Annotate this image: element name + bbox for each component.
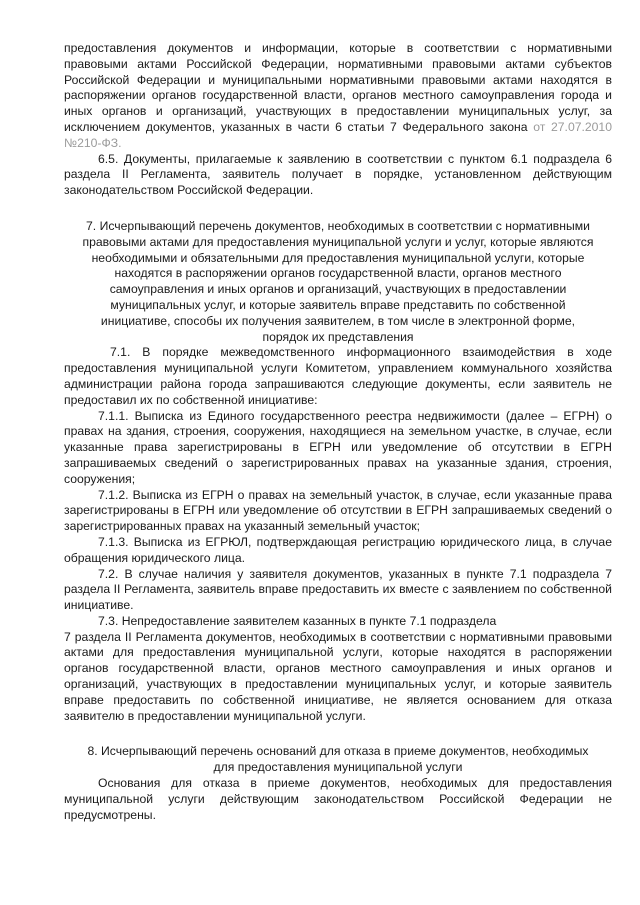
paragraph-7-2: 7.2. В случае наличия у заявителя документов, указанных в пункте 7.1 подраздела 7 раздела II Регламента, заявитель вправе предоставить их вместе с заявлением по собственной инициативе.	[64, 566, 612, 613]
paragraph-text: предоставления документов и информации, которые в соответствии с нормативными правовыми актами Российской Федерации, нормативными правовыми актами субъектов Российской Федерации и муниципальными нормативными правовыми актами находятся в распоряжении органов государственной власти, органов местного самоуправления города и иных органов и организаций, участвующих в предоставлении муниципальных услуг, за исключением документов, указанных в части 6 статьи 7 Федерального закона	[64, 41, 612, 134]
paragraph-7-1: 7.1. В порядке межведомственного информационного взаимодействия в ходе предоставления муниципальной услуги Комитетом, управлением коммунального хозяйства администрации района города запрашиваются следующие документы, если заявитель не предоставил их по собственной инициативе:	[64, 345, 612, 407]
paragraph-7-1-1: 7.1.1. Выписка из Единого государственного реестра недвижимости (далее – ЕГРН) о правах на здания, строения, сооружения, находящиеся на земельном участке, в случае, если указанные права зарегистрированы в ЕГРН или уведомление об отсутствии в ЕГРН запрашиваемых сведений о зарегистрированных правах на указанные здания, строения, сооружения;	[64, 408, 612, 486]
paragraph-7-3-body: 7 раздела II Регламента документов, необходимых в соответствии с нормативными правовыми актами для предоставления муниципальной услуги, которые находятся в распоряжении органов государственной власти, органов местного самоуправления и иных органов и организаций, участвующих в предоставлении муниципальных услуг, и которые заявитель вправе предоставить по собственной инициативе, не является основанием для отказа заявителю в предоставлении муниципальной услуги.	[64, 629, 612, 723]
document-body	[64, 41, 612, 823]
paragraph-7-1-3: 7.1.3. Выписка из ЕГРЮЛ, подтверждающая регистрацию юридического лица, в случае обращения юридического лица.	[64, 534, 612, 565]
section-heading-8: 8. Исчерпывающий перечень оснований для отказа в приеме документов, необходимых для предоставления муниципальной услуги	[87, 744, 589, 775]
paragraph-7-1-2: 7.1.2. Выписка из ЕГРН о правах на земельный участок, в случае, если указанные права зарегистрированы в ЕГРН или уведомление об отсутствии в ЕГРН запрашиваемых сведений о зарегистрированных правах на указанный земельный участок;	[64, 487, 612, 534]
law-reference-date: от 27.07.2010 №210-ФЗ.	[64, 119, 612, 150]
section-heading-7: 7. Исчерпывающий перечень документов, необходимых в соответствии с нормативными правовыми актами для предоставления муниципальной услуги и услуг, которые являются необходимыми и обязательными для предоставления муниципальной услуги, которые находятся в распоряжении органов государственной власти, органов местного самоуправления и иных органов и организаций, участвующих в предоставлении муниципальных услуг, и которые заявитель вправе представить по собственной инициативе, способы их получения заявителем, в том числе в электронной форме, порядок их представления	[82, 218, 594, 344]
paragraph-continuation	[64, 41, 612, 152]
paragraph-8: Основания для отказа в приеме документов, необходимых для предоставления муниципальной услуги действующим законодательством Российской Федерации не предусмотрены.	[64, 776, 612, 822]
paragraph-6-5: 6.5. Документы, прилагаемые к заявлению в соответствии с пунктом 6.1 подраздела 6 раздела II Регламента, заявитель получает в порядке, установленном действующим законодательством Российской Федерации.	[64, 151, 612, 198]
paragraph-7-3-first-line: 7.3. Непредоставление заявителем казанных в пункте 7.1 подраздела	[98, 613, 497, 628]
